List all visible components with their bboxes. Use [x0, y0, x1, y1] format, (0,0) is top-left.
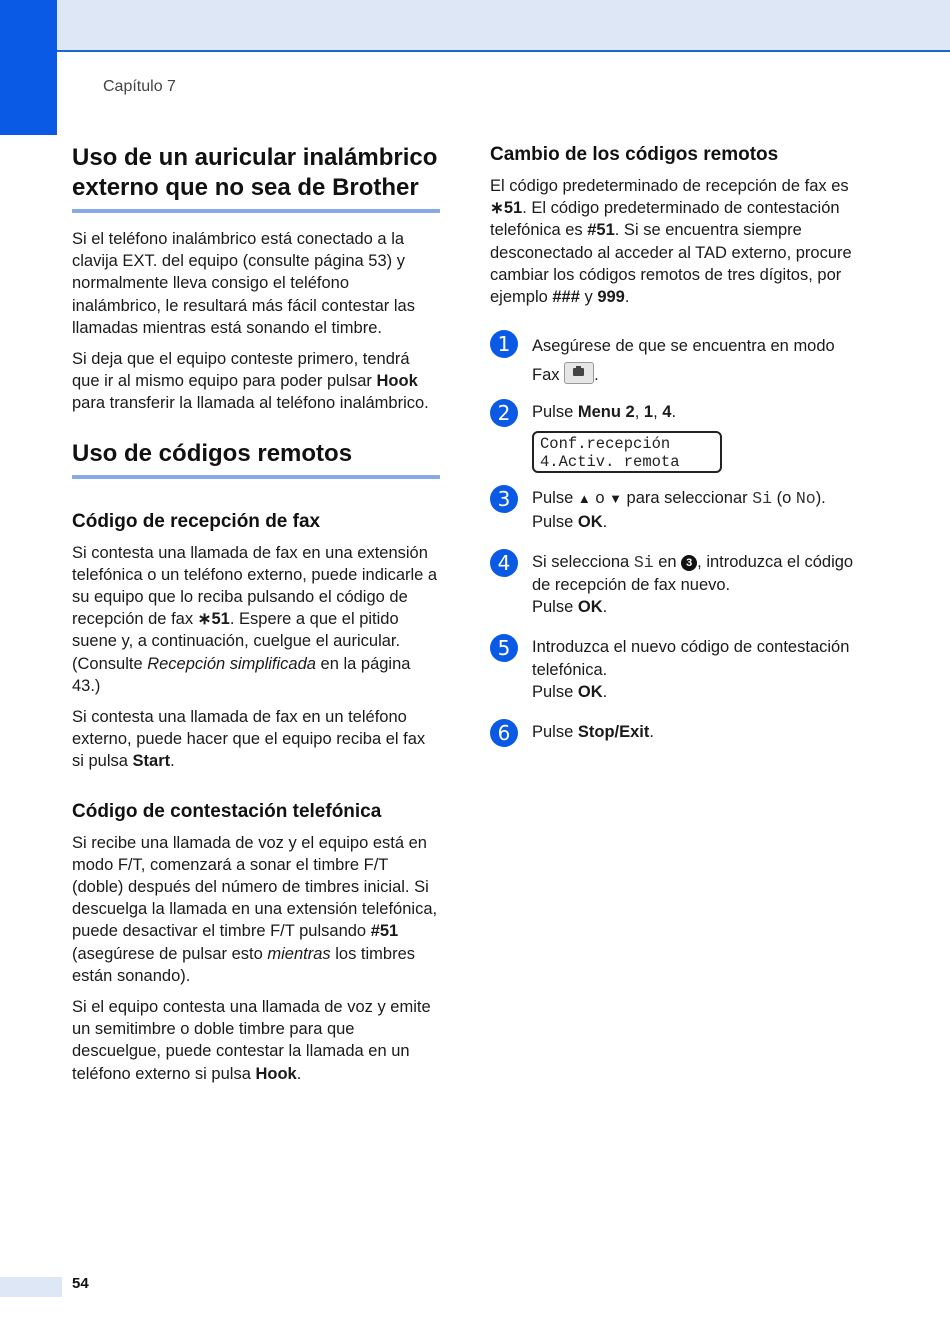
step-reference-icon: 3	[681, 555, 697, 571]
section-title-wireless: Uso de un auricular inalámbrico externo que no sea de Brother	[72, 144, 438, 201]
step-6: 6 Pulse Stop/Exit.	[490, 721, 862, 743]
section-title-remote-codes: Uso de códigos remotos	[72, 439, 353, 467]
step-2: 2 Pulse Menu 2, 1, 4. Conf.recepción 4.Activ. remota	[490, 401, 862, 473]
section-rule	[72, 475, 440, 479]
step-1: 1 Asegúrese de que se encuentra en modo Fax .	[490, 332, 862, 390]
paragraph-fax-code-1: Si contesta una llamada de fax en una extensión telefónica o un teléfono externo, puede indicarle a su equipo que lo reciba pulsando el código de recepción de fax ∗51. Espere a que el pitido suene y, a continuación, cuelgue el auricular. (Consulte Recepción simplificada en la página 43.)	[72, 543, 438, 695]
paragraph-change-codes: El código predeterminado de recepción de fax es ∗51. El código predeterminado de contestación telefónica es #51. Si se encuentra siempre desconectado al acceder al TAD externo, procure cambiar los códigos remotos de tres dígitos, por ejemplo ### y 999.	[490, 177, 852, 307]
left-column	[72, 143, 440, 1085]
step-number-4: 4	[490, 549, 518, 577]
down-arrow-icon: ▼	[609, 491, 622, 507]
paragraph-wireless-2: Si deja que el equipo conteste primero, tendrá que ir al mismo equipo para poder pulsar Hook para transferir la llamada al teléfono inalámbrico.	[72, 350, 429, 413]
paragraph-answer-code-2: Si el equipo contesta una llamada de voz y emite un semitimbre o doble timbre para que descuelgue, puede contestar la llamada en un teléfono externo si pulsa Hook.	[72, 998, 431, 1083]
paragraph-wireless-1: Si el teléfono inalámbrico está conectado a la clavija EXT. del equipo (consulte página 53) y normalmente lleva consigo el teléfono inalámbrico, le resultará más fácil contestar las llamadas mientras está sonando el timbre.	[72, 230, 415, 337]
chapter-tab	[0, 0, 57, 135]
page-number: 54	[72, 1275, 89, 1292]
subsection-title-change-codes: Cambio de los códigos remotos	[490, 144, 779, 165]
fax-mode-icon	[564, 362, 594, 384]
lcd-display	[532, 431, 722, 473]
step-number-5: 5	[490, 634, 518, 662]
subsection-title-fax-code: Código de recepción de fax	[72, 510, 321, 532]
step-number-6: 6	[490, 719, 518, 747]
step-5: 5 Introduzca el nuevo código de contestación telefónica. Pulse OK.	[490, 636, 862, 703]
step-number-3: 3	[490, 485, 518, 513]
header-rule	[57, 50, 950, 52]
lcd-line-1: Conf.recepción	[540, 435, 671, 454]
footer-band	[0, 1277, 62, 1297]
step-number-2: 2	[490, 399, 518, 427]
paragraph-answer-code-1: Si recibe una llamada de voz y el equipo está en modo F/T, comenzará a sonar el timbre F/T (doble) después del número de timbres inicial. Si descuelga la llamada en una extensión telefónica, puede desactivar el timbre F/T pulsando #51 (asegúrese de pulsar esto mientras los timbres están sonando).	[72, 833, 438, 985]
right-column	[490, 143, 862, 746]
up-arrow-icon: ▲	[577, 491, 591, 507]
lcd-line-2: 4.Activ. remota	[540, 453, 680, 472]
paragraph-fax-code-2: Si contesta una llamada de fax en un teléfono externo, puede hacer que el equipo reciba el fax si pulsa Start.	[72, 708, 426, 771]
step-number-1: 1	[490, 330, 518, 358]
step-3: 3 Pulse ▲ o ▼ para seleccionar Si (o No). Pulse OK.	[490, 487, 862, 532]
chapter-label: Capítulo 7	[103, 78, 176, 95]
step-4: 4 Si selecciona Si en 3 , introduzca el código de recepción de fax nuevo. Pulse OK.	[490, 551, 862, 619]
section-rule	[72, 209, 440, 213]
subsection-title-answer-code: Código de contestación telefónica	[72, 800, 382, 822]
header-band	[0, 0, 950, 52]
